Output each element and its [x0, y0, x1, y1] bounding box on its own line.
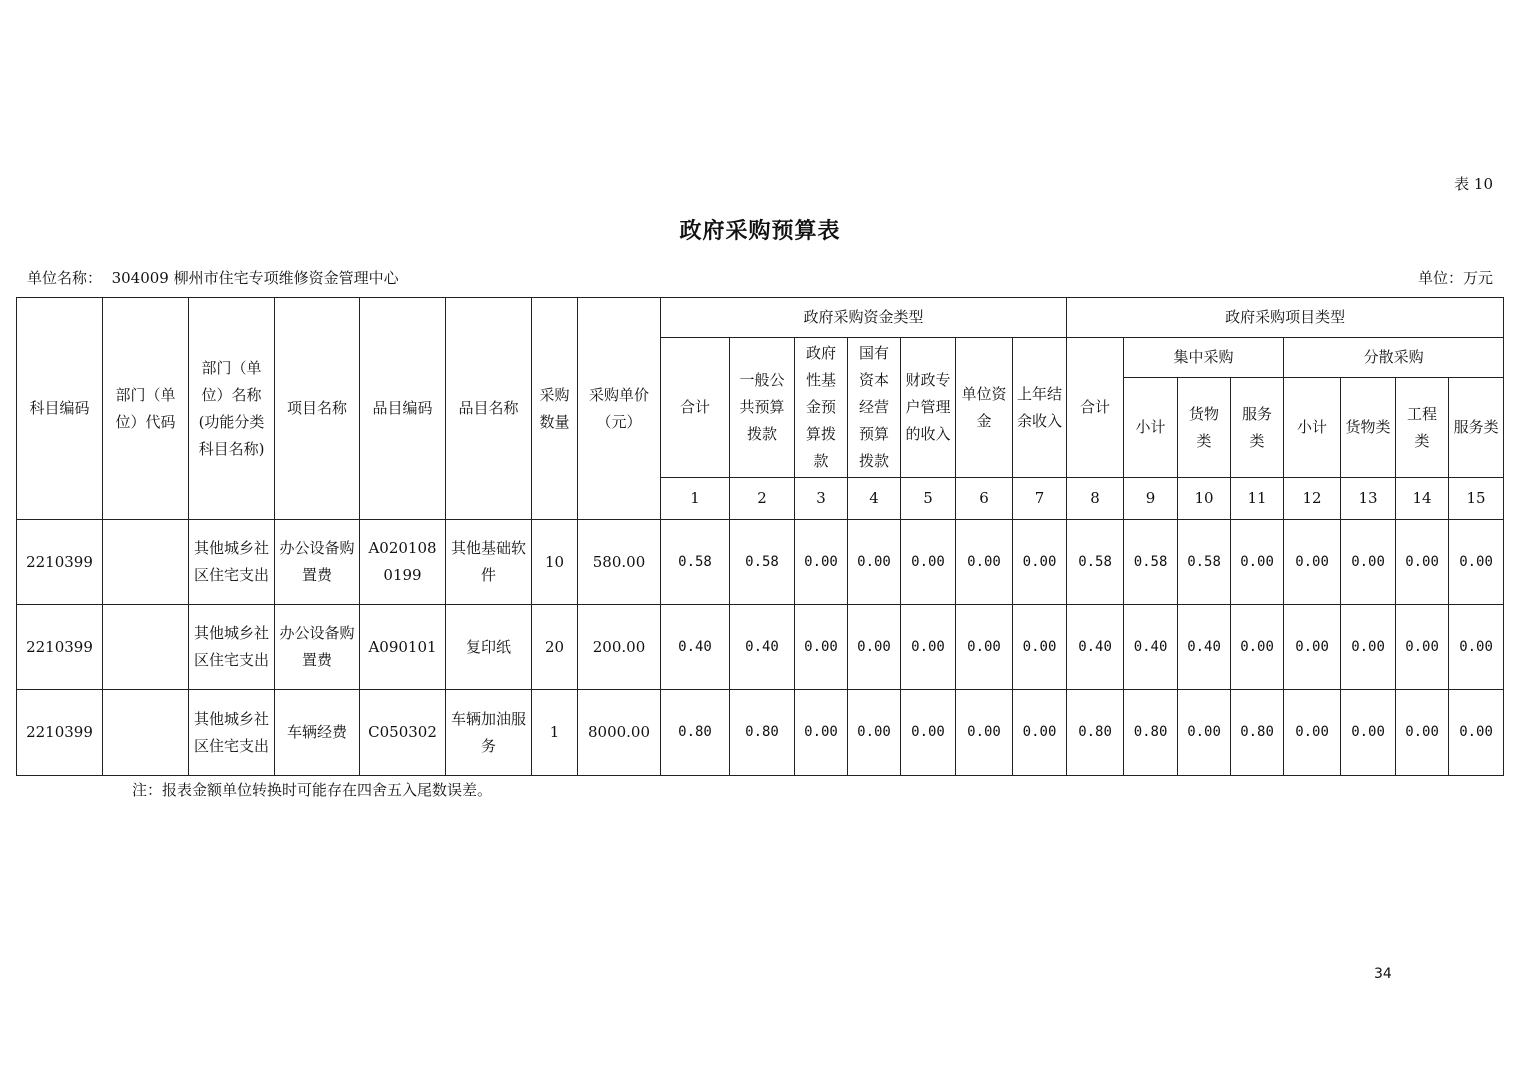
cell-amount: 0.58	[1178, 520, 1231, 605]
cell-amount: 0.00	[1341, 690, 1396, 776]
table-row	[17, 520, 1504, 605]
header-dept-name: 部门（单位）名称(功能分类科目名称)	[189, 298, 275, 520]
cell-amount: 0.00	[956, 690, 1013, 776]
cell-amount: 0.40	[1067, 605, 1124, 690]
cell-amount: 0.00	[848, 690, 901, 776]
header-dispersed-group: 分散采购	[1284, 338, 1504, 378]
cell-amount: 0.00	[1013, 690, 1067, 776]
cell-amount: 0.00	[795, 520, 848, 605]
cell-amount: 0.00	[1178, 690, 1231, 776]
cell-quantity: 10	[532, 520, 578, 605]
cell-amount: 0.00	[1449, 605, 1504, 690]
cell-amount: 0.40	[1124, 605, 1178, 690]
cell-dept-name: 其他城乡社区住宅支出	[189, 520, 275, 605]
column-number: 14	[1396, 478, 1449, 520]
column-number: 6	[956, 478, 1013, 520]
header-project-name: 项目名称	[275, 298, 360, 520]
cell-amount: 0.00	[1284, 520, 1341, 605]
cell-unit-price: 580.00	[578, 520, 661, 605]
cell-amount: 0.00	[848, 520, 901, 605]
header-dispersed-subtotal: 小计	[1284, 378, 1341, 478]
column-number: 1	[661, 478, 730, 520]
cell-item-code: A090101	[360, 605, 446, 690]
cell-quantity: 20	[532, 605, 578, 690]
cell-project-name: 办公设备购置费	[275, 520, 360, 605]
header-item-code: 品目编码	[360, 298, 446, 520]
column-number: 4	[848, 478, 901, 520]
cell-amount: 0.00	[848, 605, 901, 690]
cell-item-code: A0201080199	[360, 520, 446, 605]
cell-amount: 0.80	[730, 690, 795, 776]
cell-amount: 0.40	[661, 605, 730, 690]
cell-dept-code	[103, 690, 189, 776]
cell-quantity: 1	[532, 690, 578, 776]
unit-name-line	[27, 267, 399, 288]
cell-amount: 0.00	[901, 605, 956, 690]
header-central-group: 集中采购	[1124, 338, 1284, 378]
cell-amount: 0.58	[1067, 520, 1124, 605]
header-quantity: 采购数量	[532, 298, 578, 520]
column-number: 11	[1231, 478, 1284, 520]
cell-amount: 0.00	[1396, 605, 1449, 690]
header-state-capital: 国有资本经营预算拨款	[848, 338, 901, 478]
cell-amount: 0.40	[730, 605, 795, 690]
cell-dept-code	[103, 605, 189, 690]
column-number: 3	[795, 478, 848, 520]
column-number: 9	[1124, 478, 1178, 520]
column-number: 15	[1449, 478, 1504, 520]
cell-amount: 0.00	[1284, 605, 1341, 690]
page-title: 政府采购预算表	[679, 218, 841, 244]
header-dispersed-service: 服务类	[1449, 378, 1504, 478]
cell-amount: 0.00	[1449, 690, 1504, 776]
cell-amount: 0.00	[1231, 605, 1284, 690]
header-dept-code: 部门（单位）代码	[103, 298, 189, 520]
cell-item-code: C050302	[360, 690, 446, 776]
column-number: 7	[1013, 478, 1067, 520]
cell-amount: 0.80	[661, 690, 730, 776]
cell-amount: 0.58	[1124, 520, 1178, 605]
cell-amount: 0.00	[1284, 690, 1341, 776]
cell-subject-code: 2210399	[17, 690, 103, 776]
cell-item-name: 复印纸	[446, 605, 532, 690]
cell-amount: 0.00	[956, 605, 1013, 690]
header-subject-code: 科目编码	[17, 298, 103, 520]
cell-amount: 0.00	[1396, 690, 1449, 776]
footnote: 注：报表金额单位转换时可能存在四舍五入尾数误差。	[132, 781, 493, 799]
header-prev-balance: 上年结余收入	[1013, 338, 1067, 478]
cell-amount: 0.80	[1124, 690, 1178, 776]
table-row	[17, 605, 1504, 690]
cell-amount: 0.00	[1449, 520, 1504, 605]
column-number: 10	[1178, 478, 1231, 520]
cell-subject-code: 2210399	[17, 605, 103, 690]
cell-amount: 0.00	[1341, 605, 1396, 690]
cell-amount: 0.00	[901, 690, 956, 776]
cell-unit-price: 200.00	[578, 605, 661, 690]
procurement-budget-table	[16, 297, 1504, 776]
header-central-goods: 货物类	[1178, 378, 1231, 478]
cell-amount: 0.00	[795, 690, 848, 776]
table-row	[17, 690, 1504, 776]
column-number: 12	[1284, 478, 1341, 520]
cell-subject-code: 2210399	[17, 520, 103, 605]
column-number: 5	[901, 478, 956, 520]
currency-unit: 单位：万元	[1417, 269, 1493, 287]
cell-amount: 0.00	[901, 520, 956, 605]
cell-amount: 0.80	[1067, 690, 1124, 776]
header-project-type-group: 政府采购项目类型	[1067, 298, 1504, 338]
header-dispersed-engineering: 工程类	[1396, 378, 1449, 478]
header-unit-price: 采购单价（元）	[578, 298, 661, 520]
cell-dept-name: 其他城乡社区住宅支出	[189, 605, 275, 690]
cell-amount: 0.00	[1013, 520, 1067, 605]
cell-amount: 0.58	[730, 520, 795, 605]
header-unit-fund: 单位资金	[956, 338, 1013, 478]
header-central-service: 服务类	[1231, 378, 1284, 478]
header-dispersed-goods: 货物类	[1341, 378, 1396, 478]
cell-amount: 0.58	[661, 520, 730, 605]
header-project-total: 合计	[1067, 338, 1124, 478]
cell-amount: 0.00	[1396, 520, 1449, 605]
cell-amount: 0.00	[1341, 520, 1396, 605]
cell-item-name: 车辆加油服务	[446, 690, 532, 776]
cell-amount: 0.80	[1231, 690, 1284, 776]
header-general-budget: 一般公共预算拨款	[730, 338, 795, 478]
header-central-subtotal: 小计	[1124, 378, 1178, 478]
cell-amount: 0.00	[956, 520, 1013, 605]
header-fund-type-group: 政府采购资金类型	[661, 298, 1067, 338]
header-gov-fund: 政府性基金预算拨款	[795, 338, 848, 478]
table-number: 表 10	[1454, 175, 1493, 193]
header-fiscal-account: 财政专户管理的收入	[901, 338, 956, 478]
column-number: 2	[730, 478, 795, 520]
cell-dept-name: 其他城乡社区住宅支出	[189, 690, 275, 776]
unit-name-label: 单位名称：	[27, 269, 103, 287]
header-fund-total: 合计	[661, 338, 730, 478]
unit-name: 304009 柳州市住宅专项维修资金管理中心	[111, 269, 399, 287]
cell-item-name: 其他基础软件	[446, 520, 532, 605]
cell-amount: 0.40	[1178, 605, 1231, 690]
cell-amount: 0.00	[795, 605, 848, 690]
cell-dept-code	[103, 520, 189, 605]
cell-project-name: 车辆经费	[275, 690, 360, 776]
cell-unit-price: 8000.00	[578, 690, 661, 776]
column-number: 8	[1067, 478, 1124, 520]
page-number: 34	[1374, 966, 1392, 982]
cell-amount: 0.00	[1231, 520, 1284, 605]
cell-amount: 0.00	[1013, 605, 1067, 690]
header-item-name: 品目名称	[446, 298, 532, 520]
column-number: 13	[1341, 478, 1396, 520]
cell-project-name: 办公设备购置费	[275, 605, 360, 690]
